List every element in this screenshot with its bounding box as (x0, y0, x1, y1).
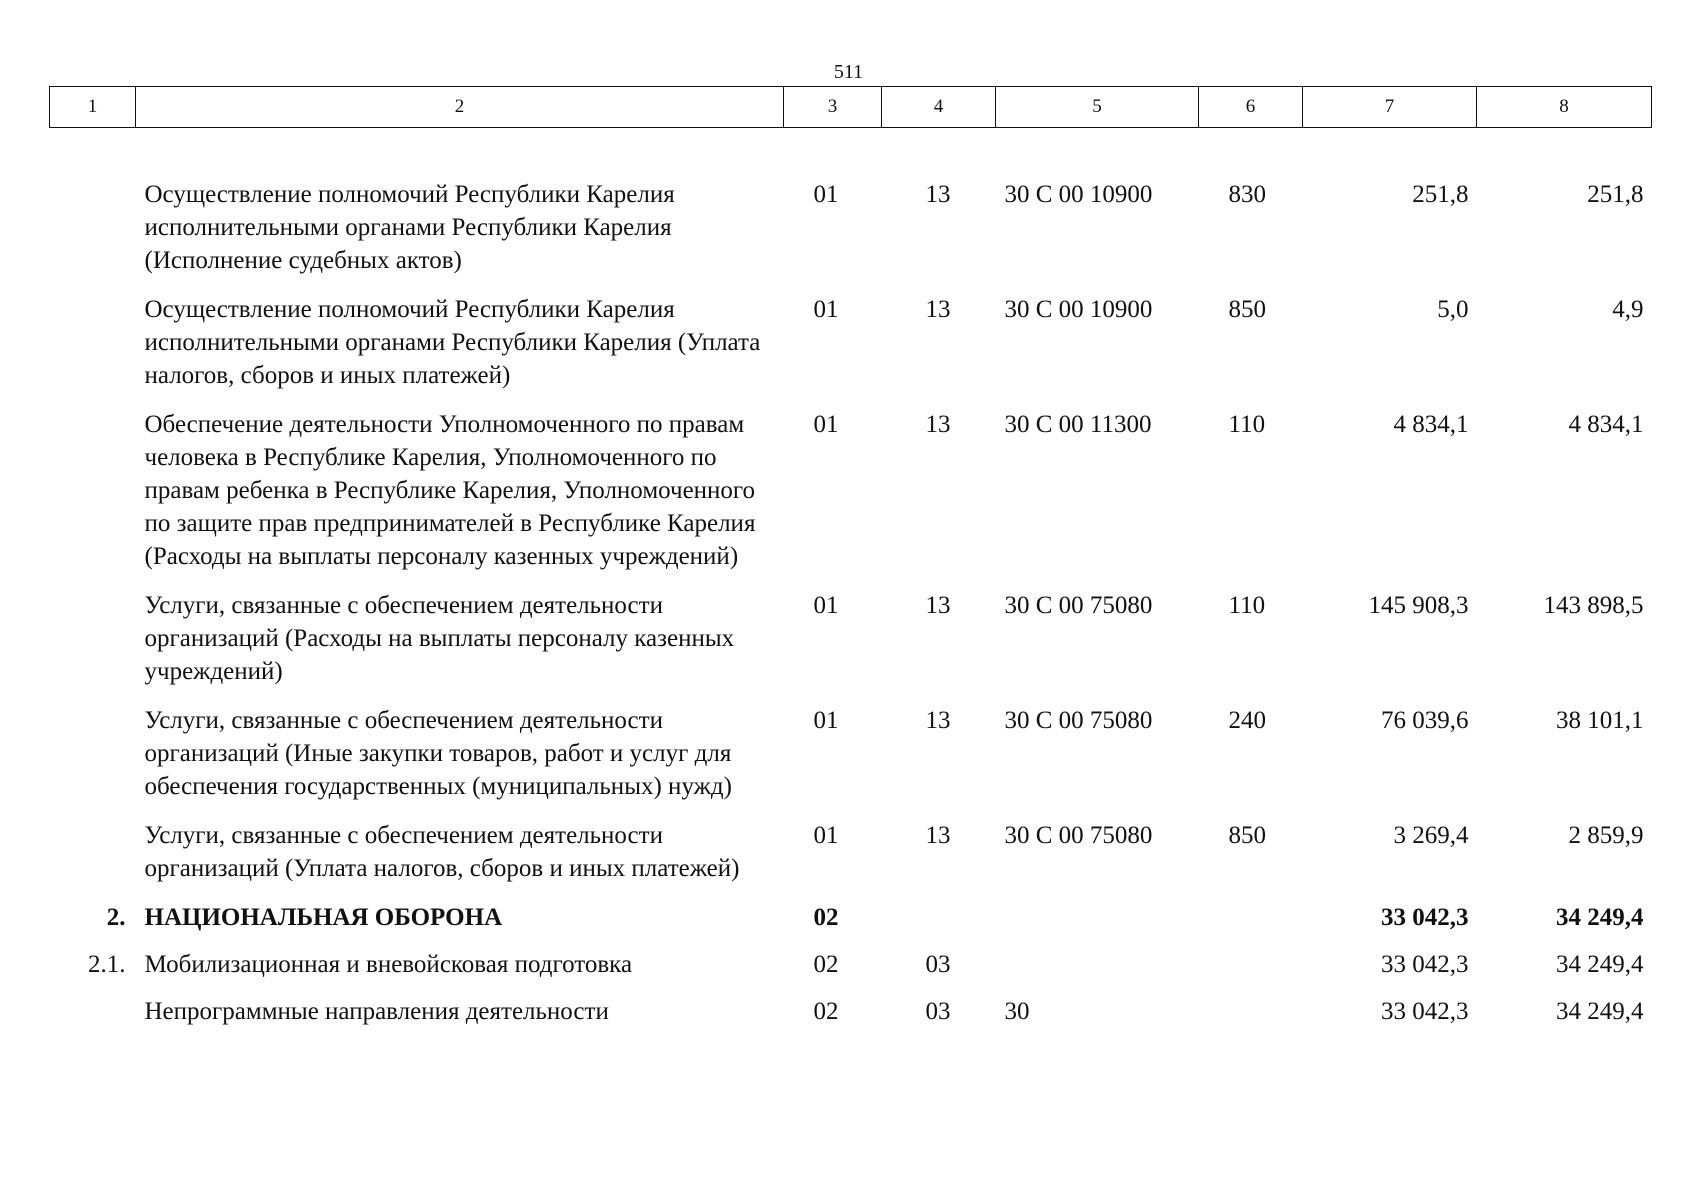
row-section-code: 02 (813, 998, 839, 1025)
row-index: 2. (106, 904, 126, 931)
row-expense-type (1199, 948, 1303, 995)
row-amount-2: 4 834,1 (1568, 411, 1644, 438)
row-expense-type: 110 (1228, 592, 1266, 619)
row-expense-type (1199, 901, 1303, 948)
row-subsection-code: 13 (925, 181, 951, 208)
table-body (50, 128, 1652, 1043)
row-subsection-code: 03 (925, 951, 951, 978)
row-subsection-code (882, 901, 996, 948)
row-amount-2: 4,9 (1612, 296, 1644, 323)
row-target-code: 30 С 00 10900 (1004, 296, 1153, 323)
row-amount-1: 3 269,4 (1393, 822, 1469, 849)
table-row (50, 819, 1652, 901)
row-amount-1: 76 039,6 (1381, 707, 1469, 734)
row-subsection-code: 13 (925, 592, 951, 619)
table-row (50, 128, 1652, 294)
row-name: Осуществление полномочий Республики Карелия исполнительными органами Республики Карелия (Уплата налогов, сборов и иных платежей) (144, 296, 761, 389)
row-target-code: 30 С 00 10900 (1004, 181, 1153, 208)
row-name: Услуги, связанные с обеспечением деятельности организаций (Уплата налогов, сборов и иных платежей) (144, 822, 740, 882)
row-subsection-code: 13 (925, 822, 951, 849)
row-index (50, 995, 136, 1042)
row-name: Услуги, связанные с обеспечением деятельности организаций (Расходы на выплаты персоналу казенных учреждений) (144, 592, 735, 685)
row-index (50, 408, 136, 589)
row-expense-type: 850 (1228, 822, 1266, 849)
row-expense-type (1199, 995, 1303, 1042)
row-index (50, 589, 136, 704)
row-target-code: 30 С 00 75080 (1004, 592, 1153, 619)
row-section-code: 01 (813, 592, 839, 619)
row-amount-1: 251,8 (1412, 181, 1469, 208)
row-target-code (996, 901, 1199, 948)
row-target-code: 30 С 00 11300 (1004, 411, 1152, 438)
table-header (50, 87, 1652, 128)
row-target-code: 30 С 00 75080 (1004, 822, 1153, 849)
row-index (50, 704, 136, 819)
row-expense-type: 240 (1228, 707, 1266, 734)
row-amount-2: 34 249,4 (1556, 951, 1644, 978)
row-section-code: 02 (813, 904, 839, 931)
row-index (50, 293, 136, 408)
row-amount-1: 5,0 (1437, 296, 1469, 323)
row-amount-2: 251,8 (1587, 181, 1644, 208)
table-row (50, 589, 1652, 704)
row-section-code: 01 (813, 181, 839, 208)
column-header-4: 4 (882, 87, 996, 128)
column-header-7: 7 (1303, 87, 1477, 128)
row-subsection-code: 03 (925, 998, 951, 1025)
row-name: Непрограммные направления деятельности (144, 998, 609, 1025)
row-target-code: 30 С 00 75080 (1004, 707, 1153, 734)
column-header-2: 2 (136, 87, 784, 128)
row-subsection-code: 13 (925, 411, 951, 438)
column-header-6: 6 (1199, 87, 1303, 128)
row-name: Услуги, связанные с обеспечением деятельности организаций (Иные закупки товаров, работ и услуг для обеспечения государственных (муниципальных) нужд) (144, 707, 732, 800)
row-target-code: 30 (1004, 998, 1030, 1025)
row-amount-2: 34 249,4 (1556, 998, 1644, 1025)
row-amount-1: 33 042,3 (1381, 951, 1469, 978)
column-numbers-row (50, 87, 1652, 128)
row-index (50, 819, 136, 901)
row-expense-type: 830 (1228, 181, 1266, 208)
row-amount-1: 145 908,3 (1368, 592, 1469, 619)
column-header-5: 5 (996, 87, 1199, 128)
row-section-code: 01 (813, 296, 839, 323)
row-subsection-code: 13 (925, 707, 951, 734)
row-name: НАЦИОНАЛЬНАЯ ОБОРОНА (144, 904, 503, 931)
row-amount-1: 33 042,3 (1381, 904, 1469, 931)
table-row (50, 948, 1652, 995)
budget-table (49, 86, 1652, 1042)
section-row (50, 901, 1652, 948)
row-section-code: 01 (813, 707, 839, 734)
row-subsection-code: 13 (925, 296, 951, 323)
row-target-code (996, 948, 1199, 995)
row-amount-2: 38 101,1 (1556, 707, 1644, 734)
row-amount-2: 2 859,9 (1568, 822, 1644, 849)
row-name: Обеспечение деятельности Уполномоченного по правам человека в Республике Карелия, Уполномоченного по правам ребенка в Республике Карелия, Уполномоченного по защите прав предпринимателей в Республике Карелия (Расходы на выплаты персоналу казенных учреждений) (144, 411, 756, 570)
row-amount-2: 34 249,4 (1556, 904, 1644, 931)
row-section-code: 01 (813, 822, 839, 849)
row-name: Осуществление полномочий Республики Карелия исполнительными органами Республики Карелия (Исполнение судебных актов) (144, 181, 675, 274)
row-name: Мобилизационная и вневойсковая подготовка (144, 951, 633, 978)
row-expense-type: 850 (1228, 296, 1266, 323)
row-amount-1: 33 042,3 (1381, 998, 1469, 1025)
row-section-code: 01 (813, 411, 839, 438)
row-section-code: 02 (813, 951, 839, 978)
table-row (50, 995, 1652, 1042)
row-amount-2: 143 898,5 (1543, 592, 1644, 619)
column-header-1: 1 (50, 87, 136, 128)
table-row (50, 293, 1652, 408)
row-index: 2.1. (88, 951, 126, 978)
page-number: 511 (833, 61, 864, 83)
row-amount-1: 4 834,1 (1393, 411, 1469, 438)
row-expense-type: 110 (1228, 411, 1266, 438)
table-row (50, 704, 1652, 819)
column-header-8: 8 (1477, 87, 1652, 128)
column-header-3: 3 (784, 87, 882, 128)
table-row (50, 408, 1652, 589)
row-index (50, 128, 136, 294)
